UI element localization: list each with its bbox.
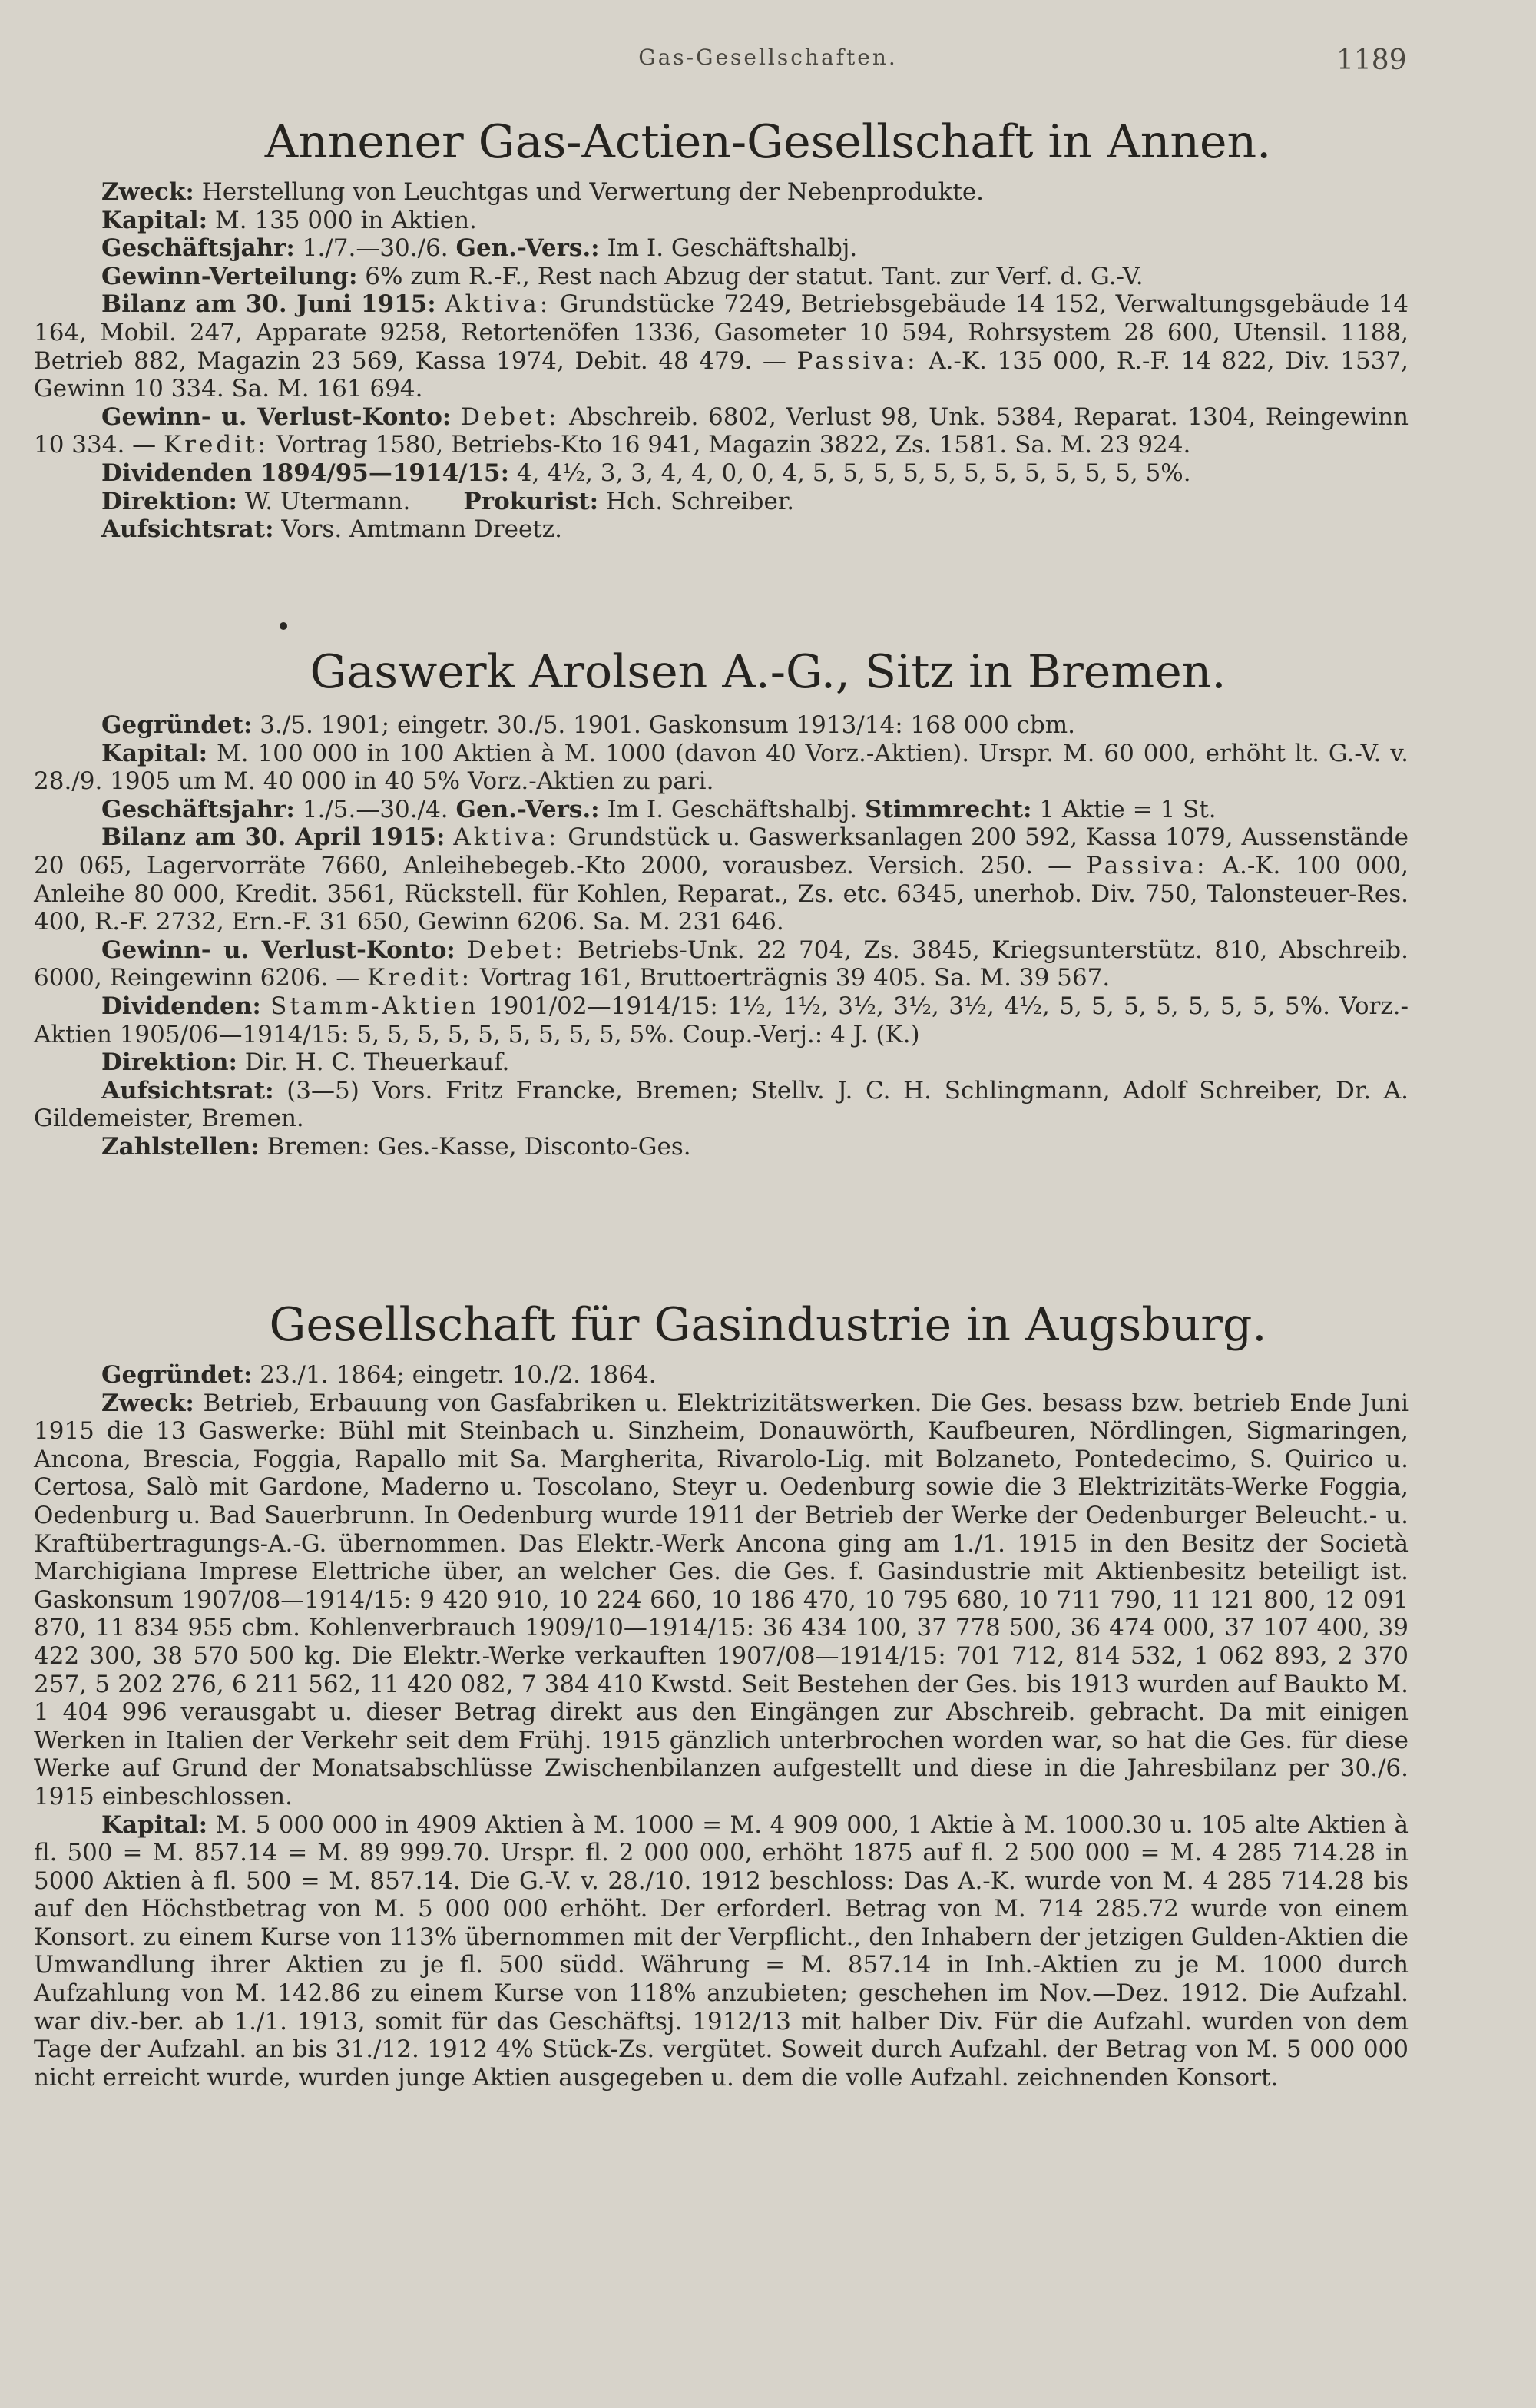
entry-management (34, 488, 1409, 516)
entry-arolsen (34, 711, 1409, 1161)
label-general-meeting: Gen.-Vers.: (455, 795, 600, 823)
label-profit-loss: Gewinn- u. Verlust-Konto: (101, 936, 455, 964)
label-passiva: Passiva: (1086, 851, 1208, 879)
entry-founded (34, 1361, 1409, 1389)
text-supervisory-board: Vors. Amtmann Dreetz. (273, 515, 562, 544)
text-debet: Abschreib. 6802, Verlust 98, Unk. 5384, Reparat. 1304, Reingewinn 10 334. — (34, 402, 1409, 459)
entry-balance-sheet (34, 290, 1409, 402)
entry-dividends (34, 459, 1409, 488)
label-passiva: Passiva: (796, 346, 919, 375)
text-general-meeting: Im I. Geschäftshalbj. (599, 234, 858, 263)
text-capital: M. 135 000 in Aktien. (207, 206, 477, 234)
section-dot (280, 622, 287, 630)
label-capital: Kapital: (101, 1810, 208, 1839)
label-general-meeting: Gen.-Vers.: (455, 234, 600, 263)
text-kredit: Vortrag 1580, Betriebs-Kto 16 941, Magazin 3822, Zs. 1581. Sa. M. 23 924. (269, 431, 1191, 459)
text-purpose: Betrieb, Erbauung von Gasfabriken u. Elektrizitätswerken. Die Ges. besass bzw. betrieb Ende Juni 1915 die 13 Gaswerke: Bühl mit Steinbach u. Sinzheim, Donauwörth, Kaufbeuren, Nördlingen, Sigmaringen, Ancona, Brescia, Foggia, Rapallo mit Sa. Margherita, Rivarolo-Lig. mit Bolzaneto, Pontedecimo, S. Quirico u. Certosa, Salò mit Gardone, Maderno u. Toscolano, Steyr u. Oedenburg sowie die 3 Elektrizitäts-Werke Foggia, Oedenburg u. Bad Sauerbrunn. In Oedenburg wurde 1911 der Betrieb der Werke der Oedenburger Beleucht.- u. Kraftübertragungs-A.-G. übernommen. Das Elektr.-Werk Ancona ging am 1./1. 1915 in den Besitz der Società Marchigiana Imprese Elettriche über, an welcher Ges. die Ges. f. Gasindustrie mit Aktienbesitz beteiligt ist. Gaskonsum 1907/08—1914/15: 9 420 910, 10 224 660, 10 186 470, 10 795 680, 10 711 790, 11 121 800, 12 091 870, 11 834 955 cbm. Kohlenverbrauch 1909/10—1914/15: 36 434 100, 37 778 500, 36 474 000, 37 107 400, 39 422 300, 38 570 500 kg. Die Elektr.-Werke verkauften 1907/08—1914/15: 701 712, 814 532, 1 062 893, 2 370 257, 5 202 276, 6 211 562, 11 420 082, 7 384 410 Kwstd. Seit Bestehen der Ges. bis 1913 wurden auf Baukto M. 1 404 996 verausgabt u. dieser Betrag direkt aus den Eingängen zur Abschreib. gebracht. Da mit einigen Werken in Italien der Verkehr seit dem Frühj. 1915 gänzlich unterbrochen worden war, so hat die Ges. für diese Werke auf Grund der Monatsabschlüsse Zwischenbilanzen aufgestellt und diese in die Jahresbilanz per 30./6. 1915 einbeschlossen. (34, 1389, 1409, 1810)
label-dividends: Dividenden 1894/95—1914/15: (101, 459, 510, 487)
entry-purpose (34, 178, 1409, 207)
text-management: Dir. H. C. Theuerkauf. (237, 1048, 510, 1077)
text-paying-agents: Bremen: Ges.-Kasse, Disconto-Ges. (259, 1132, 691, 1161)
entry-profit-loss (34, 403, 1409, 459)
label-voting-right: Stimmrecht: (865, 795, 1032, 823)
label-supervisory-board: Aufsichtsrat: (101, 515, 274, 544)
label-paying-agents: Zahlstellen: (101, 1132, 260, 1161)
label-purpose: Zweck: (101, 1389, 194, 1417)
entry-founded (34, 711, 1409, 740)
entry-fiscal-year (34, 796, 1409, 824)
entry-balance-sheet (34, 823, 1409, 936)
entry-profit-distribution (34, 263, 1409, 291)
label-fiscal-year: Geschäftsjahr: (101, 795, 295, 823)
text-capital: M. 100 000 in 100 Aktien à M. 1000 (davon 40 Vorz.-Aktien). Urspr. M. 60 000, erhöht lt. G.-V. v. 28./9. 1905 um M. 40 000 in 40 5% Vorz.-Aktien zu pari. (34, 739, 1409, 796)
label-aktiva: Aktiva: (445, 290, 551, 319)
label-founded: Gegründet: (101, 711, 253, 739)
label-balance-sheet: Bilanz am 30. Juni 1915: (101, 290, 436, 319)
entry-capital (34, 1811, 1409, 2092)
text-fiscal-year: 1./7.—30./6. (294, 234, 449, 263)
text-profit-distribution: 6% zum R.-F., Rest nach Abzug der statut. Tant. zur Verf. d. G.-V. (357, 262, 1144, 290)
label-kredit: Kredit: (367, 964, 473, 992)
text-capital: M. 5 000 000 in 4909 Aktien à M. 1000 = M. 4 909 000, 1 Aktie à M. 1000.30 u. 105 alte Aktien à fl. 500 = M. 857.14 = M. 89 999.70. Urspr. fl. 2 000 000, erhöht 1875 auf fl. 2 500 000 = M. 4 285 714.28 in 5000 Aktien à fl. 500 = M. 857.14. Die G.-V. v. 28./10. 1912 beschloss: Das A.-K. wurde von M. 4 285 714.28 bis auf den Höchstbetrag von M. 5 000 000 erhöht. Der erforderl. Betrag von M. 714 285.72 wurde von einem Konsort. zu einem Kurse von 113% übernommen mit der Verpflicht., den Inhabern der jetzigen Gulden-Aktien die Umwandlung ihrer Aktien zu je fl. 500 südd. Währung = M. 857.14 in Inh.-Aktien zu je M. 1000 durch Aufzahlung von M. 142.86 zu einem Kurse von 118% anzubieten; geschehen im Nov.—Dez. 1912. Die Aufzahl. war div.-ber. ab 1./1. 1913, somit für das Geschäftsj. 1912/13 mit halber Div. Für die Aufzahl. wurden von dem Tage der Aufzahl. an bis 31./12. 1912 4% Stück-Zs. vergütet. Soweit durch Aufzahl. der Betrag von M. 5 000 000 nicht erreicht wurde, wurden junge Aktien ausgegeben u. dem die volle Aufzahl. zeichnenden Konsort. (34, 1810, 1409, 2092)
label-dividends: Dividenden: (101, 992, 261, 1020)
entry-supervisory-board (34, 515, 1409, 544)
text-aktiva: Grundstücke 7249, Betriebsgebäude 14 152, Verwaltungsgebäude 14 164, Mobil. 247, Apparate 9258, Retortenöfen 1336, Gasometer 10 594, Rohrsystem 28 600, Utensil. 1188, Betrieb 882, Magazin 23 569, Kassa 1974, Debit. 48 479. — (34, 290, 1409, 375)
text-kredit: Vortrag 161, Bruttoerträgnis 39 405. Sa. M. 39 567. (472, 964, 1111, 992)
text-founded: 3./5. 1901; eingetr. 30./5. 1901. Gaskonsum 1913/14: 168 000 cbm. (252, 711, 1075, 739)
label-supervisory-board: Aufsichtsrat: (101, 1076, 274, 1105)
label-capital: Kapital: (101, 206, 208, 234)
label-aktiva: Aktiva: (453, 823, 560, 852)
entry-annen (34, 178, 1409, 544)
company-title-augsburg: Gesellschaft für Gasindustrie in Augsburg. (269, 1298, 1267, 1352)
entry-management (34, 1048, 1409, 1077)
label-debet: Debet: (467, 936, 566, 964)
text-supervisory-board: (3—5) Vors. Fritz Francke, Bremen; Stellv. J. C. H. Schlingmann, Adolf Schreiber, Dr. A. Gildemeister, Bremen. (34, 1076, 1409, 1133)
text-passiva: A.-K. 135 000, R.-F. 14 822, Div. 1537, Gewinn 10 334. Sa. M. 161 694. (34, 346, 1409, 403)
entry-fiscal-year (34, 234, 1409, 263)
entry-capital (34, 207, 1409, 235)
label-profit-distribution: Gewinn-Verteilung: (101, 262, 358, 290)
label-capital: Kapital: (101, 739, 208, 767)
text-dividends: 1901/02—1914/15: 1½, 1½, 3½, 3½, 3½, 4½, 5, 5, 5, 5, 5, 5, 5, 5%. Vorz.-Aktien 1905/06—1914/15: 5, 5, 5, 5, 5, 5, 5, 5, 5, 5%. Coup.-Verj.: 4 J. (K.) (34, 992, 1409, 1048)
entry-paying-agents (34, 1133, 1409, 1161)
entry-profit-loss (34, 936, 1409, 992)
text-dividends: 4, 4½, 3, 3, 4, 4, 0, 0, 4, 5, 5, 5, 5, 5, 5, 5, 5, 5, 5, 5, 5%. (509, 459, 1191, 487)
text-management: W. Utermann. (237, 487, 411, 515)
page-number: 1189 (1336, 45, 1407, 76)
text-fiscal-year: 1./5.—30./4. (294, 795, 449, 823)
company-title-arolsen: Gaswerk Arolsen A.-G., Sitz in Bremen. (310, 645, 1226, 699)
entry-supervisory-board (34, 1077, 1409, 1133)
text-general-meeting: Im I. Geschäftshalbj. (599, 795, 858, 823)
label-prokurist: Prokurist: (463, 487, 599, 515)
label-fiscal-year: Geschäftsjahr: (101, 234, 295, 263)
label-profit-loss: Gewinn- u. Verlust-Konto: (101, 402, 452, 431)
label-management: Direktion: (101, 1048, 237, 1077)
text-prokurist: Hch. Schreiber. (598, 487, 795, 515)
text-founded: 23./1. 1864; eingetr. 10./2. 1864. (252, 1361, 657, 1389)
text-voting-right: 1 Aktie = 1 St. (1031, 795, 1217, 823)
label-debet: Debet: (461, 402, 560, 431)
entry-capital (34, 740, 1409, 796)
text-debet: Betriebs-Unk. 22 704, Zs. 3845, Kriegsunterstütz. 810, Abschreib. 6000, Reingewinn 6206. — (34, 936, 1409, 992)
label-founded: Gegründet: (101, 1361, 253, 1389)
label-balance-sheet: Bilanz am 30. April 1915: (101, 823, 445, 852)
label-management: Direktion: (101, 487, 237, 515)
entry-purpose (34, 1389, 1409, 1811)
label-stamm-aktien: Stamm-Aktien (270, 992, 479, 1020)
company-title-annen: Annener Gas-Actien-Gesellschaft in Annen. (264, 115, 1272, 169)
running-title: Gas-Gesellschaften. (638, 45, 898, 70)
label-purpose: Zweck: (101, 178, 194, 206)
text-purpose: Herstellung von Leuchtgas und Verwertung der Nebenprodukte. (194, 178, 985, 206)
label-kredit: Kredit: (164, 431, 270, 459)
text-passiva: A.-K. 100 000, Anleihe 80 000, Kredit. 3561, Rückstell. für Kohlen, Reparat., Zs. etc. 6345, unerhob. Div. 750, Talonsteuer-Res. 400, R.-F. 2732, Ern.-F. 31 650, Gewinn 6206. Sa. M. 231 646. (34, 851, 1409, 936)
text-aktiva: Grundstück u. Gaswerksanlagen 200 592, Kassa 1079, Aussenstände 20 065, Lagervorräte 7660, Anleihebegeb.-Kto 2000, vorausbez. Versich. 250. — (34, 823, 1409, 879)
entry-dividends (34, 992, 1409, 1048)
entry-augsburg (34, 1361, 1409, 2092)
